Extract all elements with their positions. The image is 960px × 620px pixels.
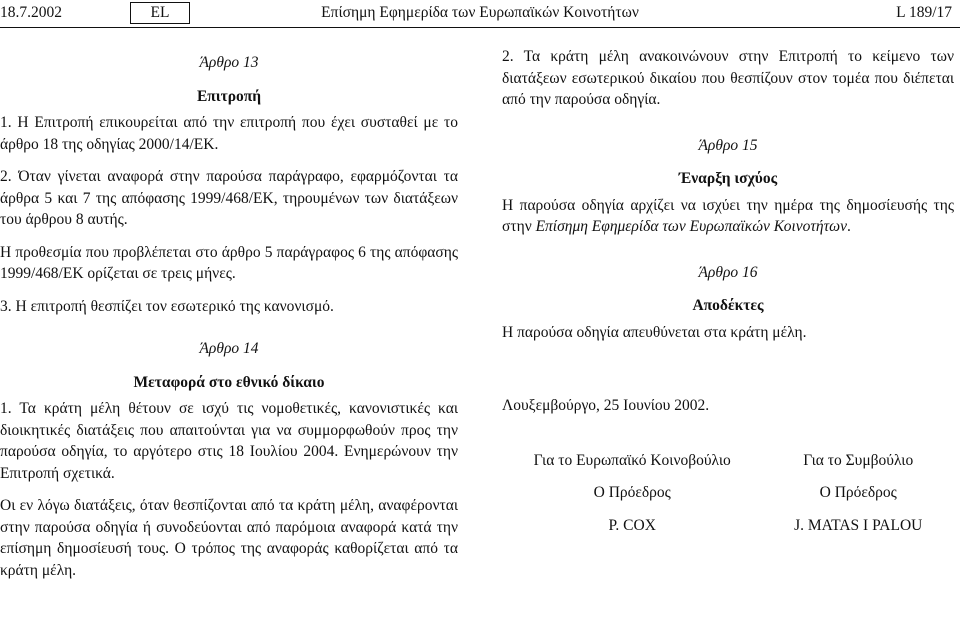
signatory-role: Ο Πρόεδρος: [819, 484, 897, 501]
article-16-label: Άρθρο 16: [698, 263, 758, 281]
signatory-body: Για το Συμβούλιο: [803, 451, 914, 469]
page-number: L 189/17: [896, 4, 952, 21]
header-divider: [0, 27, 960, 28]
article-16-paragraph: Η παρούσα οδηγία απευθύνεται στα κράτη μέλη.: [502, 323, 807, 341]
signature-block: [502, 450, 954, 537]
journal-title: Επίσημη Εφημερίδα των Ευρωπαϊκών Κοινοτήτων: [321, 4, 639, 21]
place-and-date: Λουξεμβούργο, 25 Ιουνίου 2002.: [502, 397, 710, 414]
signatory-body: Για το Ευρωπαϊκό Κοινοβούλιο: [533, 451, 731, 469]
signature-parliament: [534, 450, 731, 537]
page-header: [0, 0, 960, 28]
article-16-title: Αποδέκτες: [692, 297, 764, 314]
signatory-name: P. COX: [608, 516, 656, 534]
article-13-paragraph-2: 2. Όταν γίνεται αναφορά στην παρούσα παράγραφο, εφαρμόζονται τα άρθρα 5 και 7 της απόφασης 1999/468/ΕΚ, τηρουμένων των διατάξεων του άρθρου 8 αυτής.: [0, 168, 458, 228]
article-13-paragraph-4: 3. Η επιτροπή θεσπίζει τον εσωτερικό της κανονισμό.: [0, 297, 334, 315]
language-badge: EL: [130, 2, 190, 24]
article-13-paragraph-3: Η προθεσμία που προβλέπεται στο άρθρο 5 παράγραφος 6 της απόφασης 1999/468/ΕΚ ορίζεται σε τρεις μήνες.: [0, 243, 458, 282]
signatory-role: Ο Πρόεδρος: [593, 484, 671, 501]
article-14-paragraph-3: 2. Τα κράτη μέλη ανακοινώνουν στην Επιτροπή το κείμενο των διατάξεων εσωτερικού δικαίου που θεσπίζουν στον τομέα που διέπεται από την παρούσα οδηγία.: [502, 48, 954, 108]
article-15-title: Έναρξη ισχύος: [678, 170, 778, 187]
left-column: [0, 38, 458, 581]
article-14-label: Άρθρο 14: [199, 340, 259, 357]
signatory-name: J. MATAS I PALOU: [794, 516, 923, 534]
article-15-text-start: Η παρούσα οδηγία αρχίζει να ισχύει την ημέρα της δημοσίευσής της στην: [502, 196, 954, 235]
article-15-text-end: .: [847, 218, 851, 235]
right-column: [502, 38, 954, 536]
header-date: 18.7.2002: [0, 4, 62, 21]
article-14-title: Μεταφορά στο εθνικό δίκαιο: [133, 373, 325, 391]
article-14-paragraph-1: 1. Τα κράτη μέλη θέτουν σε ισχύ τις νομοθετικές, κανονιστικές και διοικητικές διατάξεις που απαιτούνται για να συμμορφωθούν προς την παρούσα οδηγία, το αργότερο στις 18 Ιουλίου 2004. Ενημερώνουν την Επιτροπή σχετικά.: [0, 400, 458, 482]
article-13-title: Επιτροπή: [196, 87, 262, 105]
journal-reference: Επίσημη Εφημερίδα των Ευρωπαϊκών Κοινοτήτων: [535, 218, 847, 235]
article-14-paragraph-2: Οι εν λόγω διατάξεις, όταν θεσπίζονται από τα κράτη μέλη, αναφέρονται στην παρούσα οδηγία ή συνοδεύονται από παρόμοια αναφορά κατά την επίσημη δημοσίευσή τους. Ο τρόπος της αναφοράς καθορίζεται από τα κράτη μέλη.: [0, 497, 458, 579]
signature-council: [794, 450, 922, 537]
article-13-label: Άρθρο 13: [199, 54, 259, 71]
article-15-label: Άρθρο 15: [698, 136, 758, 154]
article-15-paragraph: [502, 195, 954, 238]
article-13-paragraph-1: 1. Η Επιτροπή επικουρείται από την επιτροπή που έχει συσταθεί με το άρθρο 18 της οδηγίας 2000/14/ΕΚ.: [0, 114, 458, 153]
